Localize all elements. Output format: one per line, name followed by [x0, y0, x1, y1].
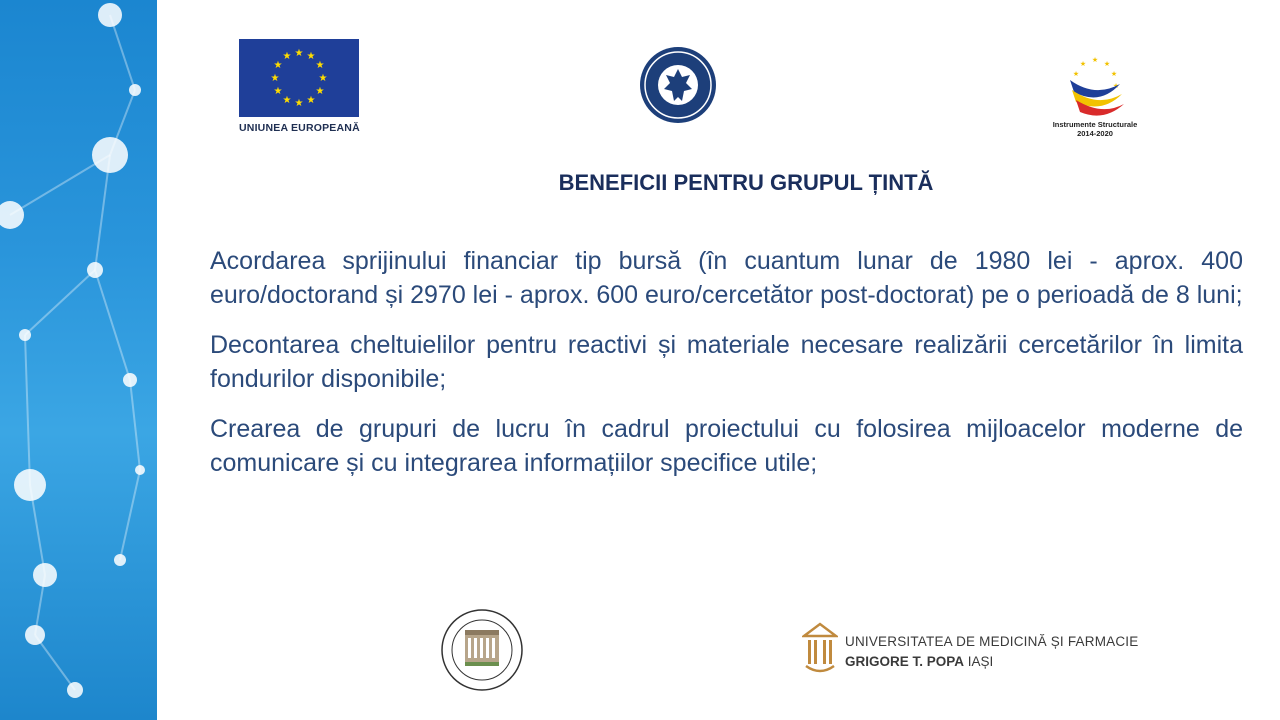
decorative-side-panel	[0, 0, 157, 720]
svg-text:★: ★	[1072, 70, 1080, 78]
umf-name-bold: GRIGORE T. POPA	[845, 654, 965, 669]
svg-text:★: ★	[318, 73, 328, 84]
svg-text:★: ★	[270, 73, 280, 84]
umf-name-line1: UNIVERSITATEA DE MEDICINĂ ȘI FARMACIE	[845, 634, 1139, 649]
svg-text:★: ★	[306, 51, 316, 62]
svg-text:★: ★	[1112, 82, 1120, 90]
slide-title: BENEFICII PENTRU GRUPUL ȚINTĂ	[558, 170, 934, 195]
svg-text:★: ★	[315, 60, 325, 71]
svg-text:★: ★	[1103, 60, 1111, 68]
svg-text:★: ★	[306, 95, 316, 106]
is-caption-line2: 2014-2020	[1077, 129, 1113, 138]
svg-text:★: ★	[1091, 56, 1099, 64]
svg-text:★: ★	[1110, 70, 1118, 78]
eu-caption: UNIUNEA EUROPEANĂ	[239, 122, 360, 134]
romanian-government-seal-icon	[638, 45, 718, 125]
benefit-paragraph-3: Crearea de grupuri de lucru în cadrul proiectului cu folosirea mijloacelor moderne de comunicare și cu integrarea informațiilor specifice utile;	[210, 415, 1243, 477]
svg-text:★: ★	[294, 48, 304, 59]
eu-flag-icon	[239, 39, 359, 117]
svg-text:★: ★	[282, 51, 292, 62]
umf-name-line2	[845, 654, 993, 669]
svg-text:★: ★	[282, 95, 292, 106]
benefit-paragraph-2: Decontarea cheltuielilor pentru reactivi și materiale necesare realizării cercetărilor în limita fondurilor disponibile;	[210, 331, 1243, 393]
svg-text:★: ★	[273, 60, 283, 71]
network-pattern-icon	[0, 0, 157, 720]
umf-columns-logo-icon	[802, 622, 838, 676]
benefits-list	[210, 244, 1243, 496]
svg-text:★: ★	[273, 86, 283, 97]
svg-text:★: ★	[1079, 60, 1087, 68]
umf-name-city: IAȘI	[967, 654, 994, 669]
structural-instruments-caption	[1040, 120, 1150, 138]
university-seal-icon	[440, 608, 524, 692]
svg-text:★: ★	[315, 86, 325, 97]
svg-text:★: ★	[294, 98, 304, 109]
benefit-paragraph-1: Acordarea sprijinului financiar tip bursă (în cuantum lunar de 1980 lei - aprox. 400 euro/doctorand și 2970 lei - aprox. 600 euro/cercetător post-doctorat) pe o perioadă de 8 luni;	[210, 247, 1243, 309]
is-caption-line1: Instrumente Structurale	[1052, 120, 1138, 129]
